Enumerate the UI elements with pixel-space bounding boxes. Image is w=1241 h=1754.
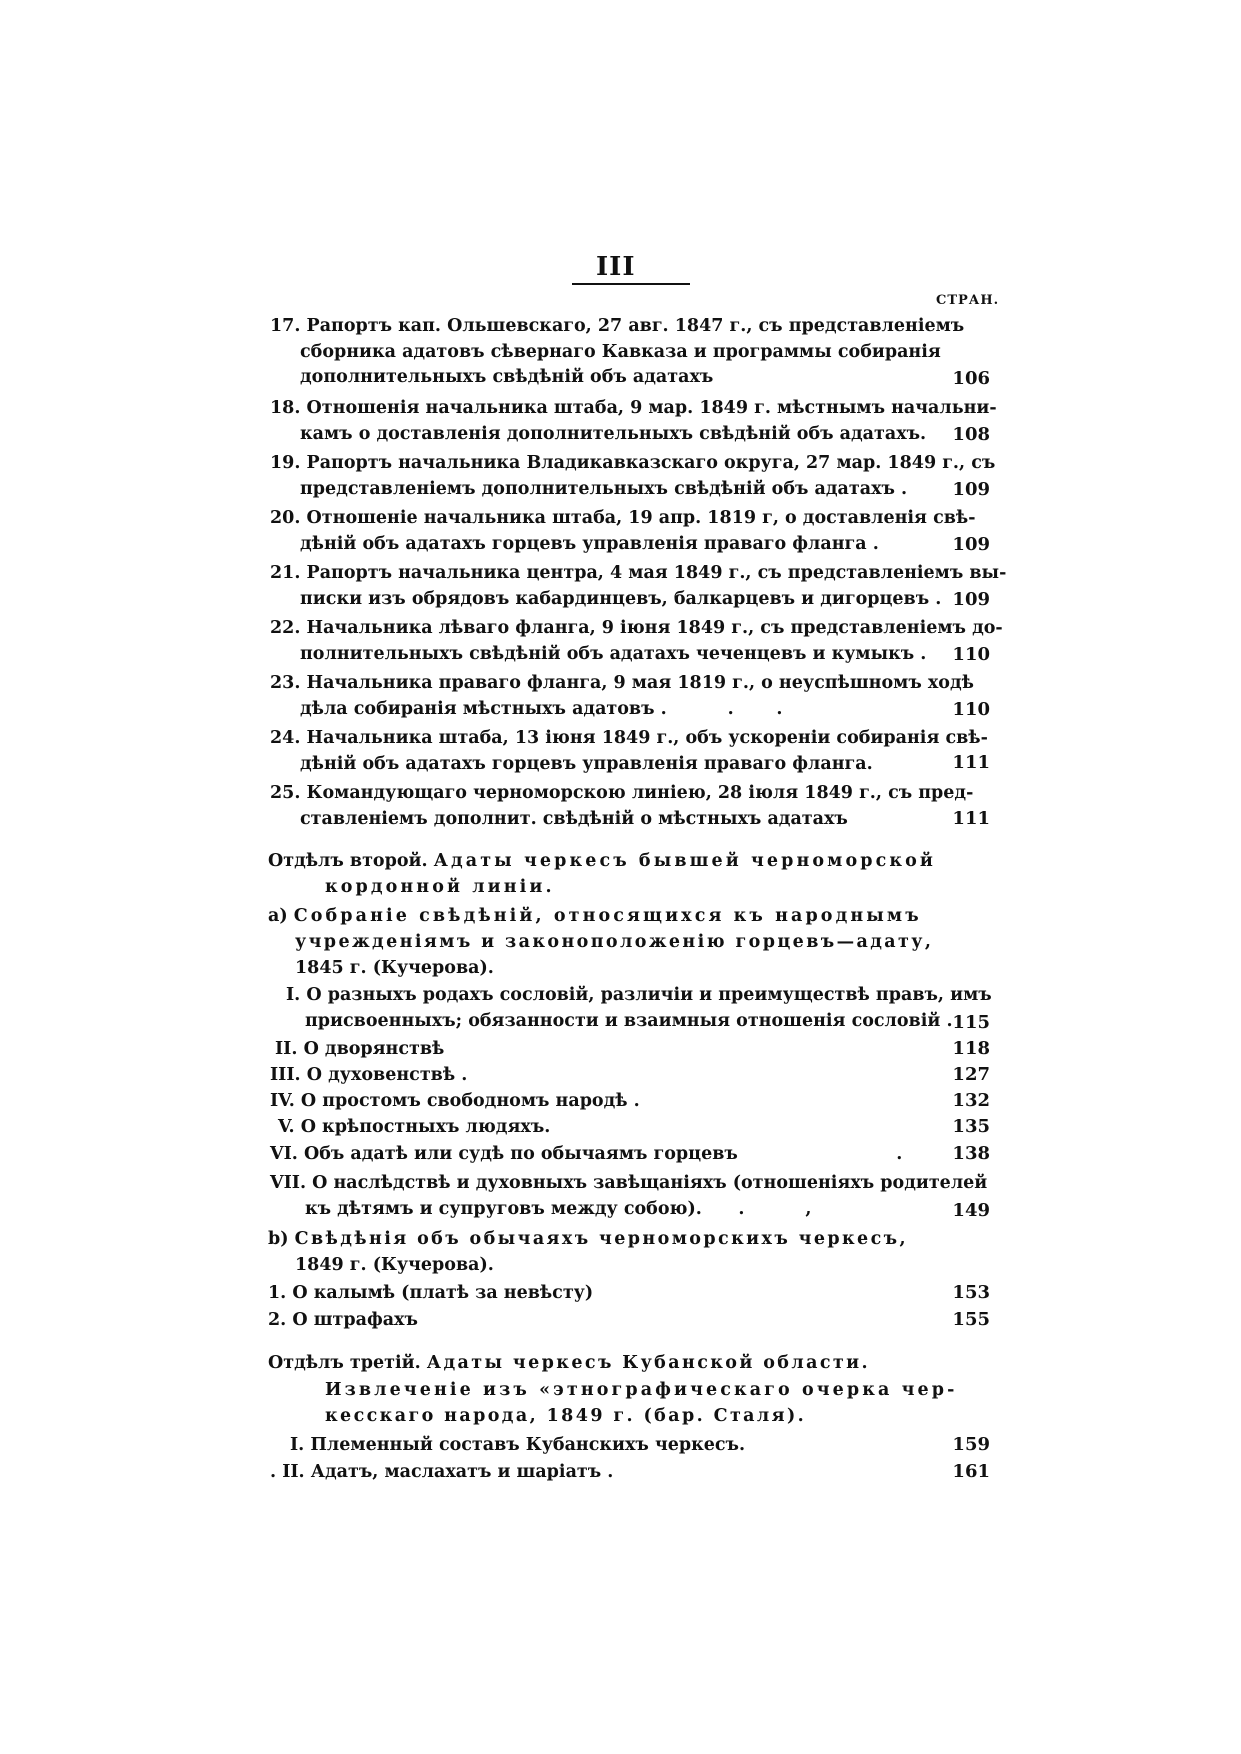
- entry-page: 110: [952, 644, 990, 665]
- chapter-number: II.: [282, 1462, 305, 1482]
- chapter-page: 127: [952, 1064, 990, 1085]
- entry-line: камъ о доставленія дополнительныхъ свѣдѣній объ адатахъ.: [300, 424, 927, 444]
- section-three-subtitle: Извлеченіе изъ «этнографическаго очерка чер-: [325, 1380, 958, 1400]
- entry-number: 17.: [270, 316, 301, 336]
- entry-number: 19.: [270, 453, 301, 473]
- item-page: 155: [952, 1309, 990, 1330]
- chapter-page: 159: [952, 1434, 990, 1455]
- part-b-marker: b): [268, 1229, 289, 1249]
- section-two-title: кордонной линіи.: [325, 877, 555, 897]
- chapter-line: О простомъ свободномъ народѣ .: [300, 1091, 640, 1111]
- entry-line: Отношенія начальника штаба, 9 мар. 1849 г. мѣстнымъ начальни-: [306, 398, 997, 418]
- entry-line: дополнительныхъ свѣдѣній объ адатахъ: [300, 367, 714, 387]
- chapter-page: 118: [952, 1038, 990, 1059]
- chapter-page: 149: [952, 1200, 990, 1221]
- entry-line: Рапортъ начальника Владикавказскаго округа, 27 мар. 1849 г., съ: [306, 453, 996, 473]
- entry-number: 18.: [270, 398, 301, 418]
- entry-line: ставленіемъ дополнит. свѣдѣній о мѣстныхъ адатахъ: [300, 809, 848, 829]
- entry-line: Отношеніе начальника штаба, 19 апр. 1819 г, о доставленія свѣ-: [306, 508, 976, 528]
- chapter-line: О наслѣдствѣ и духовныхъ завѣщаніяхъ (отношеніяхъ родителей: [312, 1173, 988, 1193]
- entry-page: 111: [952, 808, 990, 829]
- entry-number: 23.: [270, 673, 301, 693]
- part-a-title: Собраніе свѣдѣній, относящихся къ народнымъ: [293, 906, 922, 926]
- item-text: О штрафахъ: [292, 1310, 418, 1330]
- chapter-text: Адатъ, маслахатъ и шаріатъ .: [310, 1462, 614, 1482]
- chapter-line: О разныхъ родахъ сословій, различіи и преимуществѣ правъ, имъ: [306, 985, 992, 1005]
- chapter-number: I.: [286, 985, 301, 1005]
- entry-number: 20.: [270, 508, 301, 528]
- entry-line: полнительныхъ свѣдѣній объ адатахъ чеченцевъ и кумыкъ .: [300, 644, 927, 664]
- chapter-line: присвоенныхъ; обязанности и взаимныя отношенія сословій .: [305, 1011, 953, 1031]
- entry-line: Начальника праваго фланга, 9 мая 1819 г., о неуспѣшномъ ходѣ: [306, 673, 974, 693]
- entry-line: писки изъ обрядовъ кабардинцевъ, балкарцевъ и дигорцевъ .: [300, 589, 942, 609]
- chapter-page: 115: [952, 1012, 990, 1033]
- part-a-marker: a): [268, 906, 288, 926]
- chapter-page: 135: [952, 1116, 990, 1137]
- entry-page: 109: [952, 534, 990, 555]
- entry-page: 109: [952, 589, 990, 610]
- entry-page: 111: [952, 752, 990, 773]
- chapter-prefix: .: [270, 1462, 277, 1482]
- chapter-page: 161: [952, 1461, 990, 1482]
- item-number: 2.: [268, 1310, 287, 1330]
- item-page: 153: [952, 1282, 990, 1303]
- item-number: 1.: [268, 1283, 287, 1303]
- chapter-number: V.: [278, 1117, 295, 1137]
- chapter-page: 138: [952, 1143, 990, 1164]
- entry-number: 22.: [270, 618, 301, 638]
- chapter-number: I.: [290, 1435, 305, 1455]
- entry-line: Рапортъ кап. Ольшевскаго, 27 авг. 1847 г., съ представленіемъ: [306, 316, 965, 336]
- chapter-text: Племенный составъ Кубанскихъ черкесъ.: [310, 1435, 746, 1455]
- entry-line: Командующаго черноморскою линіею, 28 іюля 1849 г., съ пред-: [306, 783, 974, 803]
- entry-number: 24.: [270, 728, 301, 748]
- chapter-line: О духовенствѣ .: [306, 1065, 468, 1085]
- entry-number: 21.: [270, 563, 301, 583]
- part-b-title: Свѣдѣнія объ обычаяхъ черноморскихъ черкесъ,: [294, 1229, 908, 1249]
- section-two-title: Адаты черкесъ бывшей черноморской: [433, 851, 936, 871]
- part-a-year: 1845 г. (Кучерова).: [295, 958, 494, 978]
- chapter-number: II.: [275, 1039, 298, 1059]
- chapter-number: VII.: [270, 1173, 307, 1193]
- entry-page: 106: [952, 368, 990, 389]
- part-b-year: 1849 г. (Кучерова).: [295, 1255, 494, 1275]
- chapter-line: О крѣпостныхъ людяхъ.: [300, 1117, 551, 1137]
- section-three-subtitle: кесскаго народа, 1849 г. (бар. Сталя).: [325, 1406, 807, 1426]
- chapter-number: III.: [270, 1065, 301, 1085]
- entry-line: Начальника штаба, 13 іюня 1849 г., объ ускореніи собиранія свѣ-: [306, 728, 988, 748]
- chapter-line: О дворянствѣ: [303, 1039, 445, 1059]
- entry-page: 108: [952, 424, 990, 445]
- entry-page: 109: [952, 479, 990, 500]
- entry-line: Рапортъ начальника центра, 4 мая 1849 г., съ представленіемъ вы-: [306, 563, 1007, 583]
- entry-page: 110: [952, 699, 990, 720]
- chapter-number: IV.: [270, 1091, 295, 1111]
- entry-line: дѣній объ адатахъ горцевъ управленія праваго фланга.: [300, 754, 873, 774]
- entry-line: представленіемъ дополнительныхъ свѣдѣній объ адатахъ .: [300, 479, 908, 499]
- page-number: III: [596, 252, 636, 282]
- section-three-label: Отдѣлъ третій.: [268, 1353, 421, 1373]
- entry-line: Начальника лѣваго фланга, 9 іюня 1849 г., съ представленіемъ до-: [306, 618, 1003, 638]
- entry-line: сборника адатовъ сѣвернаго Кавказа и программы собиранія: [300, 342, 941, 362]
- entry-line: дѣній объ адатахъ горцевъ управленія праваго фланга .: [300, 534, 879, 554]
- part-a-title: учрежденіямъ и законоположенію горцевъ—адату,: [295, 932, 934, 952]
- section-two-label: Отдѣлъ второй.: [268, 851, 428, 871]
- chapter-line: Объ адатѣ или судѣ по обычаямъ горцевъ .: [303, 1144, 903, 1164]
- chapter-page: 132: [952, 1090, 990, 1111]
- entry-number: 25.: [270, 783, 301, 803]
- item-text: О калымѣ (платѣ за невѣсту): [292, 1283, 594, 1303]
- chapter-number: VI.: [270, 1144, 298, 1164]
- page-column-label: СТРАН.: [936, 293, 1000, 308]
- section-three-title: Адаты черкесъ Кубанской области.: [426, 1353, 871, 1373]
- chapter-line: къ дѣтямъ и супруговъ между собою). . ,: [305, 1199, 812, 1219]
- entry-line: дѣла собиранія мѣстныхъ адатовъ . . .: [300, 699, 783, 719]
- page-number-rule: [572, 283, 690, 285]
